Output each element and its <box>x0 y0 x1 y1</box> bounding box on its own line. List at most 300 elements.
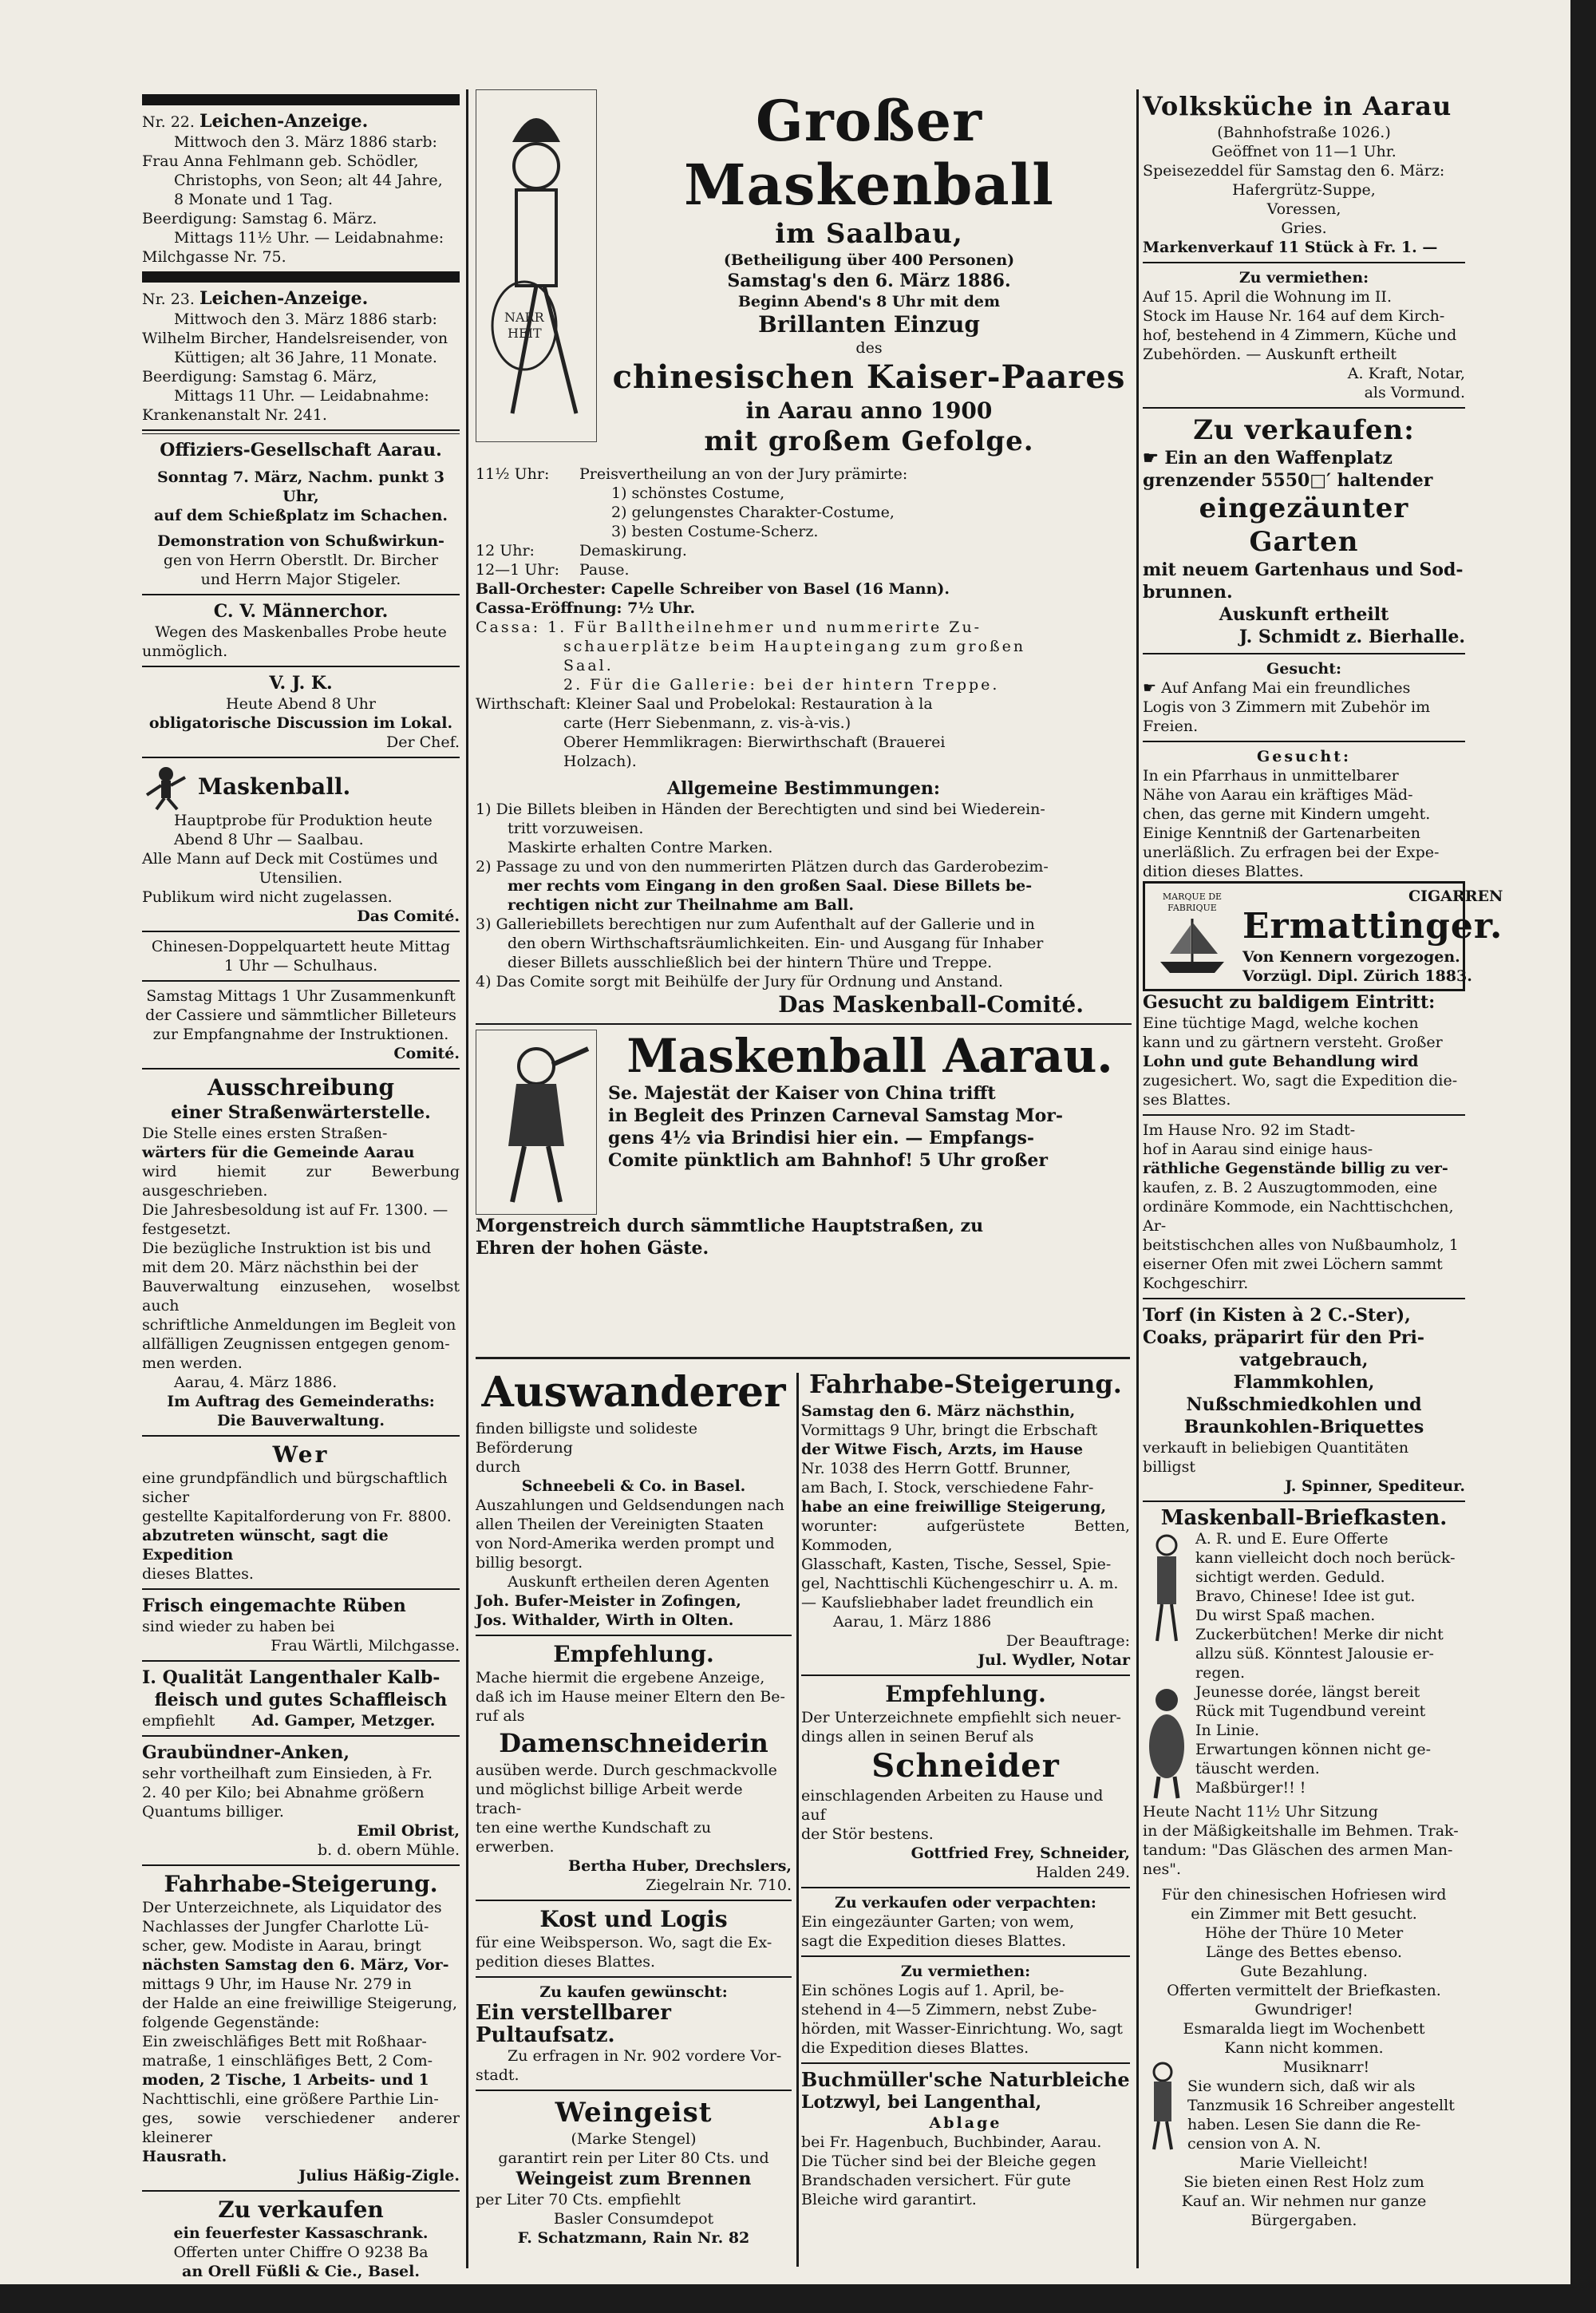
column-rule-middle <box>796 1373 799 2267</box>
ad-title: Gesucht: <box>1266 660 1341 678</box>
text-line: 1 Uhr — Schulhaus. <box>223 957 378 975</box>
signature: Das Maskenball-Comité. <box>778 991 1084 1018</box>
text-line: Abend 8 Uhr — Saalbau. <box>174 831 364 848</box>
rule <box>142 1660 460 1662</box>
text-line: nes". <box>1143 1860 1182 1878</box>
text-line: Hauptprobe für Produktion heute <box>174 812 433 829</box>
rule <box>142 980 460 982</box>
ad-title: Volksküche in Aarau <box>1143 91 1452 121</box>
text-line: wärters für die Gemeinde Aarau <box>142 1144 415 1161</box>
text-line: per Liter 70 Cts. empfiehlt <box>476 2191 681 2208</box>
text-line: Gute Bezahlung. <box>1240 1963 1368 1980</box>
rule <box>142 271 460 283</box>
text-line: Alle Mann auf Deck mit Costümes und <box>142 850 438 868</box>
ad-title: Zu verkaufen <box>218 2196 384 2223</box>
programme-time <box>476 484 579 503</box>
text-line: der Cassiere und sämmtlicher Billeteurs <box>145 1006 456 1024</box>
text-line: Samstag den 6. März nächsthin, <box>801 1402 1076 1420</box>
text-line: sehr vortheilhaft zum Einsieden, à Fr. <box>142 1765 433 1782</box>
text-line: mer rechts vom Eingang in den großen Saal. Diese Billets be- <box>508 877 1033 895</box>
text-line: Publikum wird nicht zugelassen. <box>142 888 393 906</box>
text-line: Musiknarr! <box>1282 2058 1370 2076</box>
text-line: brunnen. <box>1143 582 1233 603</box>
text-line: matraße, 1 einschläfiges Bett, 2 Com- <box>142 2052 433 2070</box>
text-line: ausüben werde. Durch geschmackvolle <box>476 1761 777 1779</box>
text-line: sagt die Expedition dieses Blattes. <box>801 1932 1067 1950</box>
ad-subtitle: einer Straßenwärterstelle. <box>171 1102 431 1123</box>
ad-label: CIGARREN <box>1408 888 1503 905</box>
text-line: Milchgasse Nr. 75. <box>142 248 286 266</box>
ad-title: Zu kaufen gewünscht: <box>539 1983 728 2001</box>
signature: Der Beauftrage: <box>1005 1632 1130 1650</box>
text-line: Sie bieten einen Rest Holz zum <box>1183 2173 1424 2191</box>
text-line: gen von Herrn Oberstlt. Dr. Bircher <box>163 552 439 569</box>
rule <box>142 666 460 667</box>
text-line: und Herrn Major Stigeler. <box>200 571 401 588</box>
text-line: Nr. 1038 des Herrn Gottf. Brunner, <box>801 1460 1071 1477</box>
signature: Die Bauverwaltung. <box>217 1412 385 1429</box>
rule <box>142 931 460 932</box>
text-line: Kochgeschirr. <box>1143 1275 1249 1292</box>
text-line: Erwartungen können nicht ge- <box>1195 1741 1432 1758</box>
programme-item: 3) besten Costume-Scherz. <box>611 523 819 540</box>
text-line: ten eine werthe Kundschaft zu erwerben. <box>476 1819 712 1856</box>
ad-title: Nußschmiedkohlen und <box>1186 1394 1422 1415</box>
sailing-ship-icon <box>1152 914 1232 978</box>
text-line: Oberer Hemmlikragen: Bierwirthschaft (Brauerei <box>563 733 946 751</box>
text-line: Länge des Bettes ebenso. <box>1205 1943 1403 1961</box>
text-line: der Stör bestens. <box>801 1825 934 1843</box>
column-3 <box>1143 89 1503 2230</box>
event-subtitle: im Saalbau, <box>775 218 963 250</box>
rule <box>142 1435 460 1437</box>
column-2-bottom-right <box>801 1366 1130 2209</box>
programme-time: 12 Uhr: <box>476 542 535 559</box>
signature: b. d. obern Mühle. <box>318 1841 460 1859</box>
event-title: Großer Maskenball <box>684 88 1054 218</box>
rule <box>1143 262 1465 263</box>
text-line: Cassa-Eröffnung: 7½ Uhr. <box>476 599 696 617</box>
ad-title: Gesucht: <box>1257 748 1351 765</box>
text-line: und möglichst billige Arbeit werde trach- <box>476 1781 743 1817</box>
text-line: Maßbürger!! ! <box>1195 1779 1306 1797</box>
ad-title: Coaks, präparirt für den Pri- <box>1143 1327 1424 1348</box>
ad-body <box>608 1082 1132 1172</box>
text-line: Ehren der hohen Gäste. <box>476 1238 709 1259</box>
ad-title: C. V. Männerchor. <box>213 601 389 622</box>
text-line: haben. Lesen Sie dann die Re- <box>1187 2116 1421 2133</box>
jester-icon <box>480 94 592 437</box>
ad-title: fleisch und gutes Schaffleisch <box>154 1690 448 1710</box>
text-line: wird hiemit zur Bewerbung ausgeschrieben. <box>142 1163 460 1200</box>
section-title: Allgemeine Bestimmungen: <box>667 778 940 799</box>
text-line: zugesichert. Wo, sagt die Expedition die- <box>1143 1072 1458 1089</box>
programme-item: Demaskirung. <box>579 542 687 559</box>
text-line: Von Kennern vorgezogen. <box>1242 948 1460 966</box>
text-line: Demonstration von Schußwirkun- <box>157 532 444 550</box>
programme-time: 11½ Uhr: <box>476 465 550 483</box>
rule <box>476 2090 792 2091</box>
death-notice-2 <box>142 310 460 425</box>
text-line: Frau Anna Fehlmann geb. Schödler, <box>142 152 419 170</box>
text-line: finden billigste und solideste Beförderung <box>476 1420 697 1457</box>
text-line: regen. <box>1195 1664 1246 1682</box>
text-line: abzutreten wünscht, sagt die Expedition <box>142 1527 389 1564</box>
ad-title: Frisch eingemachte Rüben <box>142 1595 406 1616</box>
ad-title: Zu verkaufen oder verpachten: <box>835 1894 1096 1912</box>
text-line: Ein schönes Logis auf 1. April, be- <box>801 1982 1065 1999</box>
programme-item: Preisvertheilung an von der Jury prämirte: <box>579 465 908 483</box>
brand-name: Ermattinger. <box>1242 906 1503 947</box>
text-line: unmöglich. <box>142 642 228 660</box>
text-line: Gwundriger! <box>1254 2001 1353 2018</box>
programme-item: 2) gelungenstes Charakter-Costume, <box>611 504 895 521</box>
text-line: Nachttischli, eine größere Parthie Lin- <box>142 2090 439 2108</box>
text-line: ein Zimmer mit Bett gesucht. <box>1191 1905 1417 1923</box>
text-line: des <box>855 339 883 357</box>
text-line: auf dem Schießplatz im Schachen. <box>153 507 448 524</box>
ad-body <box>142 1898 460 2166</box>
rule <box>142 1588 460 1590</box>
text-line: Beerdigung: Samstag 6. März, <box>142 368 377 386</box>
svg-text:NARR: NARR <box>504 310 544 325</box>
text-line: (Marke Stengel) <box>571 2130 697 2148</box>
programme-time <box>476 503 579 522</box>
text-line: kann und zu gärtnern versteht. Großer <box>1143 1034 1443 1051</box>
text-line: Die Tücher sind bei der Bleiche gegen <box>801 2153 1096 2170</box>
svg-text:HEIT: HEIT <box>508 326 542 341</box>
text-line: mit neuem Gartenhaus und Sod- <box>1143 559 1464 580</box>
text-line: folgende Gegenstände: <box>142 2014 320 2031</box>
text-line: Ein eingezäunter Garten; von wem, <box>801 1913 1075 1931</box>
text-line: pedition dieses Blattes. <box>476 1953 656 1971</box>
text-line: Eine tüchtige Magd, welche kochen <box>1143 1014 1419 1032</box>
text-line: der Halde an eine freiwillige Steigerung, <box>142 1995 457 2012</box>
text-line: sind wieder zu haben bei <box>142 1618 335 1635</box>
ad-title: Buchmüller'sche Naturbleiche <box>801 2068 1130 2091</box>
rule <box>142 94 460 105</box>
ad-title: Schneider <box>871 1747 1060 1785</box>
text-line: dition dieses Blattes. <box>1143 863 1304 880</box>
column-rule-right <box>1136 89 1139 2268</box>
text-line: ordinäre Kommode, ein Nachttischchen, Ar- <box>1143 1198 1454 1235</box>
text-line: Einige Kenntniß der Gartenarbeiten <box>1143 824 1421 842</box>
text-line: Esmaralda liegt im Wochenbett <box>1183 2020 1425 2038</box>
rule <box>1143 1500 1465 1502</box>
text-line: Heute Nacht 11½ Uhr Sitzung <box>1143 1803 1378 1821</box>
text-line: Auf 15. April die Wohnung im II. <box>1143 288 1392 306</box>
trumpeter-icon <box>480 1034 592 1210</box>
text-line: festgesetzt. <box>142 1220 231 1238</box>
text-line: Wirthschaft: Kleiner Saal und Probelokal: Restauration à la <box>476 695 933 713</box>
text-line: in Aarau anno 1900 <box>745 397 993 424</box>
text-line: Mittwoch den 3. März 1886 starb: <box>174 133 437 151</box>
programme-time: 12—1 Uhr: <box>476 561 560 579</box>
ad-title: Fahrhabe-Steigerung. <box>164 1871 438 1897</box>
text-line: Hafergrütz-Suppe, <box>1232 181 1376 199</box>
text-line: Saal. <box>563 657 614 674</box>
rule <box>1143 653 1465 654</box>
ad-body <box>801 1402 1130 1631</box>
ad-title: Graubündner-Anken, <box>142 1742 350 1763</box>
text-line: Logis von 3 Zimmern mit Zubehör im <box>1143 698 1431 716</box>
text-line: nächsten Samstag den 6. März, Vor- <box>142 1956 449 1974</box>
signature: Im Auftrag des Gemeinderaths: <box>167 1393 435 1410</box>
rule <box>476 1023 1132 1025</box>
signature: F. Schatzmann, Rain Nr. 82 <box>517 2229 750 2247</box>
rule <box>801 1887 1130 1888</box>
text-line: hof in Aarau sind einige haus- <box>1143 1141 1373 1158</box>
text-line: (Betheiligung über 400 Personen) <box>723 251 1015 269</box>
column-2-bottom-left <box>476 1366 792 2248</box>
text-line: chen, das gerne mit Kindern umgeht. <box>1143 805 1431 823</box>
text-line: tandum: "Das Gläschen des armen Man- <box>1143 1841 1453 1859</box>
text-line: sichtigt werden. Geduld. <box>1195 1568 1385 1586</box>
signature: Ziegelrain Nr. 710. <box>646 1876 792 1894</box>
text-line: Geöffnet von 11—1 Uhr. <box>1211 143 1396 160</box>
text-line: — Kaufsliebhaber ladet freundlich ein <box>801 1594 1094 1611</box>
notice-title: Leichen-Anzeige. <box>199 111 369 132</box>
text-line: ses Blattes. <box>1143 1091 1231 1109</box>
ad-body <box>142 1124 460 1373</box>
text-line: obligatorische Discussion im Lokal. <box>148 714 453 732</box>
rule <box>142 1735 460 1737</box>
text-line: Offerten unter Chiffre O 9238 Ba <box>173 2244 429 2261</box>
text-line: Jos. Withalder, Wirth in Olten. <box>476 1611 734 1629</box>
figure-illustration-icon <box>1143 1529 1191 1649</box>
text-line: Mittags 11 Uhr. — Leidabnahme: <box>174 387 429 405</box>
text-line: Kann nicht kommen. <box>1224 2039 1384 2057</box>
text-line: allzu süß. Könntest Jalousie er- <box>1195 1645 1434 1663</box>
text-line: mittags 9 Uhr, im Hause Nr. 279 in <box>142 1975 412 1993</box>
text-line: Mittwoch den 3. März 1886 starb: <box>174 310 437 328</box>
text-line: Kauf an. Wir nehmen nur ganze <box>1181 2192 1427 2210</box>
text-line: Freien. <box>1143 718 1199 735</box>
text-line: Quantums billiger. <box>142 1803 284 1821</box>
text-line: Vormittags 9 Uhr, bringt die Erbschaft <box>801 1421 1098 1439</box>
text-line: mit dem 20. März nächsthin bei der <box>142 1259 418 1276</box>
programme-item: 1) schönstes Costume, <box>611 484 785 502</box>
text-line: Beerdigung: Samstag 6. März. <box>142 210 377 227</box>
ad-title: Braunkohlen-Briquettes <box>1183 1417 1424 1437</box>
rule <box>801 1674 1130 1676</box>
text-line: Du wirst Spaß machen. <box>1195 1607 1376 1624</box>
rule <box>142 429 460 434</box>
signature: als Vormund. <box>1364 384 1465 401</box>
date: Aarau, 4. März 1886. <box>174 1374 338 1391</box>
signature: Julius Häßig-Zigle. <box>298 2167 460 2184</box>
text-line: mit großem Gefolge. <box>704 425 1034 457</box>
rule <box>142 757 460 758</box>
text-line: Die bezügliche Instruktion ist bis und <box>142 1240 432 1257</box>
text-line: dings allen in seinen Beruf als <box>801 1728 1034 1746</box>
text-line: Wilhelm Bircher, Handelsreisender, von <box>142 330 448 347</box>
signature: Frau Wärtli, Milchgasse. <box>271 1637 460 1655</box>
rule <box>1143 741 1465 742</box>
text-line: ☛ Auf Anfang Mai ein freundliches <box>1143 679 1411 697</box>
text-line: Zu erfragen in Nr. 902 vordere Vor- <box>508 2047 782 2065</box>
text-line: chinesischen Kaiser-Paares <box>612 358 1126 396</box>
notice-number: Nr. 23. <box>142 291 195 308</box>
text-line: habe an eine freiwillige Steigerung, <box>801 1498 1107 1516</box>
ad-title: Ausschreibung <box>207 1074 395 1101</box>
ad-title: Weingeist <box>555 2097 713 2129</box>
signature: Halden 249. <box>1036 1864 1130 1881</box>
cigar-advertisement <box>1143 881 1503 991</box>
text-line: Aarau, 1. März 1886 <box>833 1613 992 1631</box>
rule <box>476 1976 792 1978</box>
text-line: Nähe von Aarau ein kräftiges Mäd- <box>1143 786 1413 804</box>
text-line: Mache hiermit die ergebene Anzeige, <box>476 1669 765 1686</box>
text-line: Brillanten Einzug <box>758 311 980 338</box>
column-rule-left <box>466 89 468 2268</box>
text-line: Heute Abend 8 Uhr <box>226 695 376 713</box>
text-line: Auskunft ertheilen deren Agenten <box>508 1573 770 1591</box>
text-line: Sonntag 7. März, Nachm. punkt 3 Uhr, <box>157 469 444 505</box>
text-line: 4) Das Comite sorgt mit Beihülfe der Jury für Ordnung und Anstand. <box>476 973 1004 990</box>
text-line: Stock im Hause Nr. 164 auf dem Kirch- <box>1143 307 1445 325</box>
signature: Gottfried Frey, Schneider, <box>911 1844 1130 1862</box>
text-line: Holzach). <box>563 753 637 770</box>
text-line: Glasschaft, Kasten, Tische, Sessel, Spie- <box>801 1556 1112 1573</box>
text-line: Markenverkauf 11 Stück à Fr. 1. — <box>1143 239 1438 256</box>
text-line: durch <box>476 1458 521 1476</box>
text-line: Hausrath. <box>142 2148 227 2165</box>
text-line: Bauverwaltung einzusehen, woselbst auch <box>142 1278 460 1315</box>
text-line: täuscht werden. <box>1195 1760 1320 1777</box>
text-line: Chinesen-Doppelquartett heute Mittag <box>151 938 451 955</box>
text-line: gel, Nachttischli Küchengeschirr u. A. m. <box>801 1575 1119 1592</box>
event-title: Maskenball Aarau. <box>626 1029 1113 1083</box>
horizontal-rule-middle <box>476 1357 1130 1359</box>
text-line: A. R. und E. Eure Offerte <box>1195 1530 1389 1548</box>
text-line: verkauft in beliebigen Quantitäten billigst <box>1143 1439 1409 1476</box>
text-line: Im Hause Nro. 92 im Stadt- <box>1143 1121 1356 1139</box>
ad-title: Zu verkaufen: <box>1193 414 1415 446</box>
text-line: In ein Pfarrhaus in unmittelbarer <box>1143 767 1399 785</box>
text-line: in Begleit des Prinzen Carneval Samstag Mor- <box>608 1105 1063 1126</box>
text-line: billig besorgt. <box>476 1554 583 1572</box>
text-line: stehend in 4—5 Zimmern, nebst Zube- <box>801 2001 1097 2018</box>
text-line: bei Fr. Hagenbuch, Buchbinder, Aarau. <box>801 2133 1102 2151</box>
column-1 <box>142 89 460 2281</box>
text-line: tritt vorzuweisen. <box>508 820 644 837</box>
text-line: ein feuerfester Kassaschrank. <box>173 2224 429 2242</box>
rule <box>801 2062 1130 2064</box>
ad-title: Torf (in Kisten à 2 C.-Ster), <box>1143 1305 1411 1326</box>
text-line: dieser Billets ausschließlich bei der hintern Thüre und Treppe. <box>508 954 993 971</box>
text-line: Ball-Orchester: Capelle Schreiber von Basel (16 Mann). <box>476 580 950 598</box>
text-line: hof, bestehend in 4 Zimmern, Küche und <box>1143 326 1457 344</box>
text-line: der Witwe Fisch, Arzts, im Hause <box>801 1441 1084 1458</box>
rules-list <box>476 800 1132 991</box>
ad-title: vatgebrauch, <box>1239 1350 1369 1370</box>
text-line: Für den chinesischen Hofriesen wird <box>1161 1886 1447 1904</box>
ad-title: Maskenball-Briefkasten. <box>1160 1506 1448 1530</box>
ad-title: Zu vermiethen: <box>1238 269 1369 287</box>
text-line: (Bahnhofstraße 1026.) <box>1217 124 1391 141</box>
signature: Jul. Wydler, Notar <box>978 1651 1130 1669</box>
ad-title: Zu vermiethen: <box>900 1963 1031 1980</box>
text-line: Ein zweischläfiges Bett mit Roßhaar- <box>142 2033 427 2050</box>
text-line: rechtigen nicht zur Theilnahme am Ball. <box>508 896 854 914</box>
text-line: Samstag's den 6. März 1886. <box>727 271 1011 291</box>
notice-title: Leichen-Anzeige. <box>199 288 369 309</box>
text-line: daß ich im Hause meiner Eltern den Be- <box>476 1688 785 1706</box>
ad-title: Maskenball. <box>198 773 351 800</box>
text-line: Nachlasses der Jungfer Charlotte Lü- <box>142 1918 429 1935</box>
text-line: Brandschaden versichert. Für gute <box>801 2172 1072 2189</box>
text-line: unerläßlich. Zu erfragen bei der Expe- <box>1143 844 1440 861</box>
ad-title: Kost und Logis <box>539 1906 728 1932</box>
ad-title: Auswanderer <box>481 1368 786 1417</box>
ad-title: V. J. K. <box>269 673 333 694</box>
text-line: 8 Monate und 1 Tag. <box>174 191 334 208</box>
ad-title: Empfehlung. <box>553 1641 714 1667</box>
text-line: Der Unterzeichnete empfiehlt sich neuer- <box>801 1709 1121 1726</box>
rule <box>1143 407 1465 409</box>
rule <box>142 594 460 595</box>
text-line: Voressen, <box>1266 200 1341 218</box>
text-line: moden, 2 Tische, 1 Arbeits- und 1 <box>142 2071 429 2089</box>
death-notice-1 <box>142 132 460 267</box>
text-line: allen Theilen der Vereinigten Staaten <box>476 1516 764 1533</box>
text-line: 2) Passage zu und von den nummerirten Plätzen durch das Garderobezim- <box>476 858 1049 876</box>
rule <box>142 2190 460 2192</box>
musician-illustration-icon <box>1143 2058 1183 2153</box>
text-line: Vorzügl. Dipl. Zürich 1883. <box>1242 967 1472 985</box>
text-line: Joh. Bufer-Meister in Zofingen, <box>476 1592 741 1610</box>
trumpeter-illustration <box>476 1030 597 1215</box>
ad-title: Weingeist zum Brennen <box>516 2169 752 2189</box>
text-line: Die Stelle eines ersten Straßen- <box>142 1125 388 1142</box>
text-line: Zuckerbütchen! Merke dir nicht <box>1195 1626 1444 1643</box>
signature: Emil Obrist, <box>357 1822 460 1840</box>
ad-title: Gesucht zu baldigem Eintritt: <box>1143 992 1436 1013</box>
text-line: Schneebeli & Co. in Basel. <box>521 1477 746 1495</box>
text-line: hörden, mit Wasser-Einrichtung. Wo, sagt <box>801 2020 1123 2038</box>
text-line: Küttigen; alt 36 Jahre, 11 Monate. <box>174 349 437 366</box>
notice-number: Nr. 22. <box>142 113 195 131</box>
text-line: Krankenanstalt Nr. 241. <box>142 406 327 424</box>
text-line: eiserner Ofen mit zwei Löchern sammt <box>1143 1255 1443 1273</box>
text-line: kaufen, z. B. 2 Auszugtommoden, eine <box>1143 1179 1438 1196</box>
text-line: Cassa: 1. Für Balltheilnehmer und nummerirte Zu- <box>476 619 982 636</box>
ad-title: Empfehlung. <box>885 1681 1046 1707</box>
text-line: worunter: aufgerüstete Betten, Kommoden, <box>801 1517 1130 1554</box>
text-line: kann vielleicht doch noch berück- <box>1195 1549 1456 1567</box>
text-line: Comite pünktlich am Bahnhof! 5 Uhr großer <box>608 1150 1049 1171</box>
text-line: den obern Wirthschaftsräumlichkeiten. Ein- und Ausgang für Inhaber <box>508 935 1044 952</box>
text-line: Höhe der Thüre 10 Meter <box>1204 1924 1404 1942</box>
ad-title: Damenschneiderin <box>499 1728 768 1758</box>
text-line: am Bach, I. Stock, verschiedene Fahr- <box>801 1479 1094 1497</box>
text-line: Bravo, Chinese! Idee ist gut. <box>1195 1587 1416 1605</box>
signature: J. Spinner, Spediteur. <box>1285 1477 1465 1495</box>
text-line: scher, gew. Modiste in Aarau, bringt <box>142 1937 421 1955</box>
text-line: Sie wundern sich, daß wir als <box>1187 2078 1416 2095</box>
text-line: Auskunft ertheilt <box>1219 604 1389 625</box>
text-line: eine grundpfändlich und bürgschaftlich sicher <box>142 1469 448 1506</box>
jester-illustration <box>476 89 597 442</box>
ad-title: Ein verstellbarer Pultaufsatz. <box>476 2001 671 2047</box>
text-line: stadt. <box>476 2066 519 2084</box>
text-line: allfälligen Zeugnissen entgegen genom- <box>142 1335 450 1353</box>
ad-title: eingezäunter Garten <box>1199 492 1409 558</box>
text-line: garantirt rein per Liter 80 Cts. und <box>498 2149 769 2167</box>
ad-title: Lotzwyl, bei Langenthal, <box>801 2092 1042 2113</box>
text-line: einschlagenden Arbeiten zu Hause und auf <box>801 1787 1104 1824</box>
